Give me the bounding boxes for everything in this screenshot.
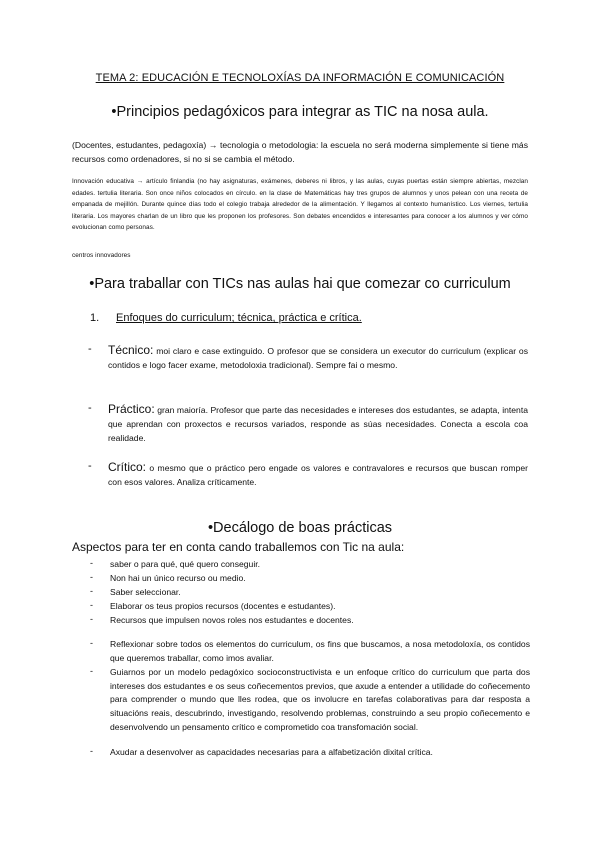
list-dash: - [90,746,93,756]
enum-text: Enfoques do curriculum; técnica, práctica e crítica. [116,312,362,324]
list-item: Reflexionar sobre todos os elementos do curriculum, os fins que buscamos, a nosa metodoloxía, os contidos que queremos traballar, como imos avaliar. [110,639,530,663]
section-heading-curriculum: •Para traballar con TICs nas aulas hai que comezar co curriculum [89,276,511,292]
intro-paragraph: (Docentes, estudantes, pedagoxía) → tecnologia o metodologia: la escuela no será moderna simplemente si tiene más recursos como ordenadores, si no si se cambia el método. [72,140,528,164]
innovacion-paragraph: Innovación educativa → artículo finlandia (no hay asignaturas, exámenes, deberes ni libros, y las aulas, cuyas puertas están siempre abiertas, mezclan edades. tertulia literaria. Son once niños colocados en círculo. en la clase de Matemáticas hay tres grupos de alumnos y unos pelean con una receta de empanada de mejillón. Durante quince días todo el colegio trabaja alrededor de la alimentación. Y llegamos al contexto humanístico. Los viernes, tertulia literaria. Los mayores charlan de un libro que les proponen los profesores. Son debates encendidos e interesantes para conocer a los alumnos y ver cómo evolucionan como personas. [72,178,528,232]
list-dash: - [90,572,93,582]
list-item: saber o para qué, qué quero conseguir. [110,559,261,569]
approach-practico [108,402,528,445]
list-dash: - [90,666,93,676]
centros-note: centros innovadores [72,252,131,259]
approach-term: Técnico: [108,343,154,357]
list-dash: - [90,600,93,610]
approach-term: Práctico: [108,402,155,416]
approach-text: moi claro e case extinguido. O profesor que se considera un executor do curriculum (explicar os contidos e logo facer exame, metodoloxia tradicional). Sempre fai o mesmo. [108,346,529,370]
enum-number: 1. [90,312,100,324]
page-title: TEMA 2: EDUCACIÓN E TECNOLOXÍAS DA INFORMACIÓN E COMUNICACIÓN [95,72,505,84]
decalogo-subheading: Aspectos para ter en conta cando traballemos con Tic na aula: [72,540,405,554]
list-item: Recursos que impulsen novos roles nos estudantes e docentes. [110,615,354,625]
section-heading-decalogo: •Decálogo de boas prácticas [207,520,393,536]
list-dash: - [90,586,93,596]
list-item: Elaborar os teus propios recursos (docentes e estudantes). [110,601,336,611]
list-item: Axudar a desenvolver as capacidades necesarias para a alfabetización dixital crítica. [110,747,433,757]
approach-text: gran maioría. Profesor que parte das necesidades e intereses dos estudantes, se adapta, intenta que aprendan con proxectos e recursos variados, responde as súas necesidades. Conecta a escola coa realidade. [108,405,528,443]
list-item: Saber seleccionar. [110,587,181,597]
list-dash: - [90,638,93,648]
list-item: Guiarnos por un modelo pedagóxico socioconstructivista e un enfoque crítico do curriculum que parta dos intereses dos estudantes e os seus coñecementos previos, que axude a entender a utilidade do coñecemento para comprender o mundo que lles rodea, que os involucre en tarefas colaborativas para dar resposta a situacións reais, descubrindo, investigando, resolvendo problemas, construindo a seu propio coñecemento e desenvolvendo un pensamento crítico e comprometido coa transfomación social. [110,667,530,732]
approach-dash: - [88,460,92,472]
list-item: Non hai un único recurso ou medio. [110,573,246,583]
approach-dash: - [88,402,92,414]
approach-tecnico [108,343,528,372]
approach-dash: - [88,343,92,355]
section-heading-principios: •Principios pedagóxicos para integrar as TIC na nosa aula. [111,104,489,120]
approach-text: o mesmo que o práctico pero engade os valores e contravalores e recursos que buscan romper con esos valores. Analiza críticamente. [108,463,528,487]
list-dash: - [90,558,93,568]
enum-item-enfoques [90,312,362,324]
list-dash: - [90,614,93,624]
approach-critico [108,460,528,489]
approach-term: Crítico: [108,460,147,474]
